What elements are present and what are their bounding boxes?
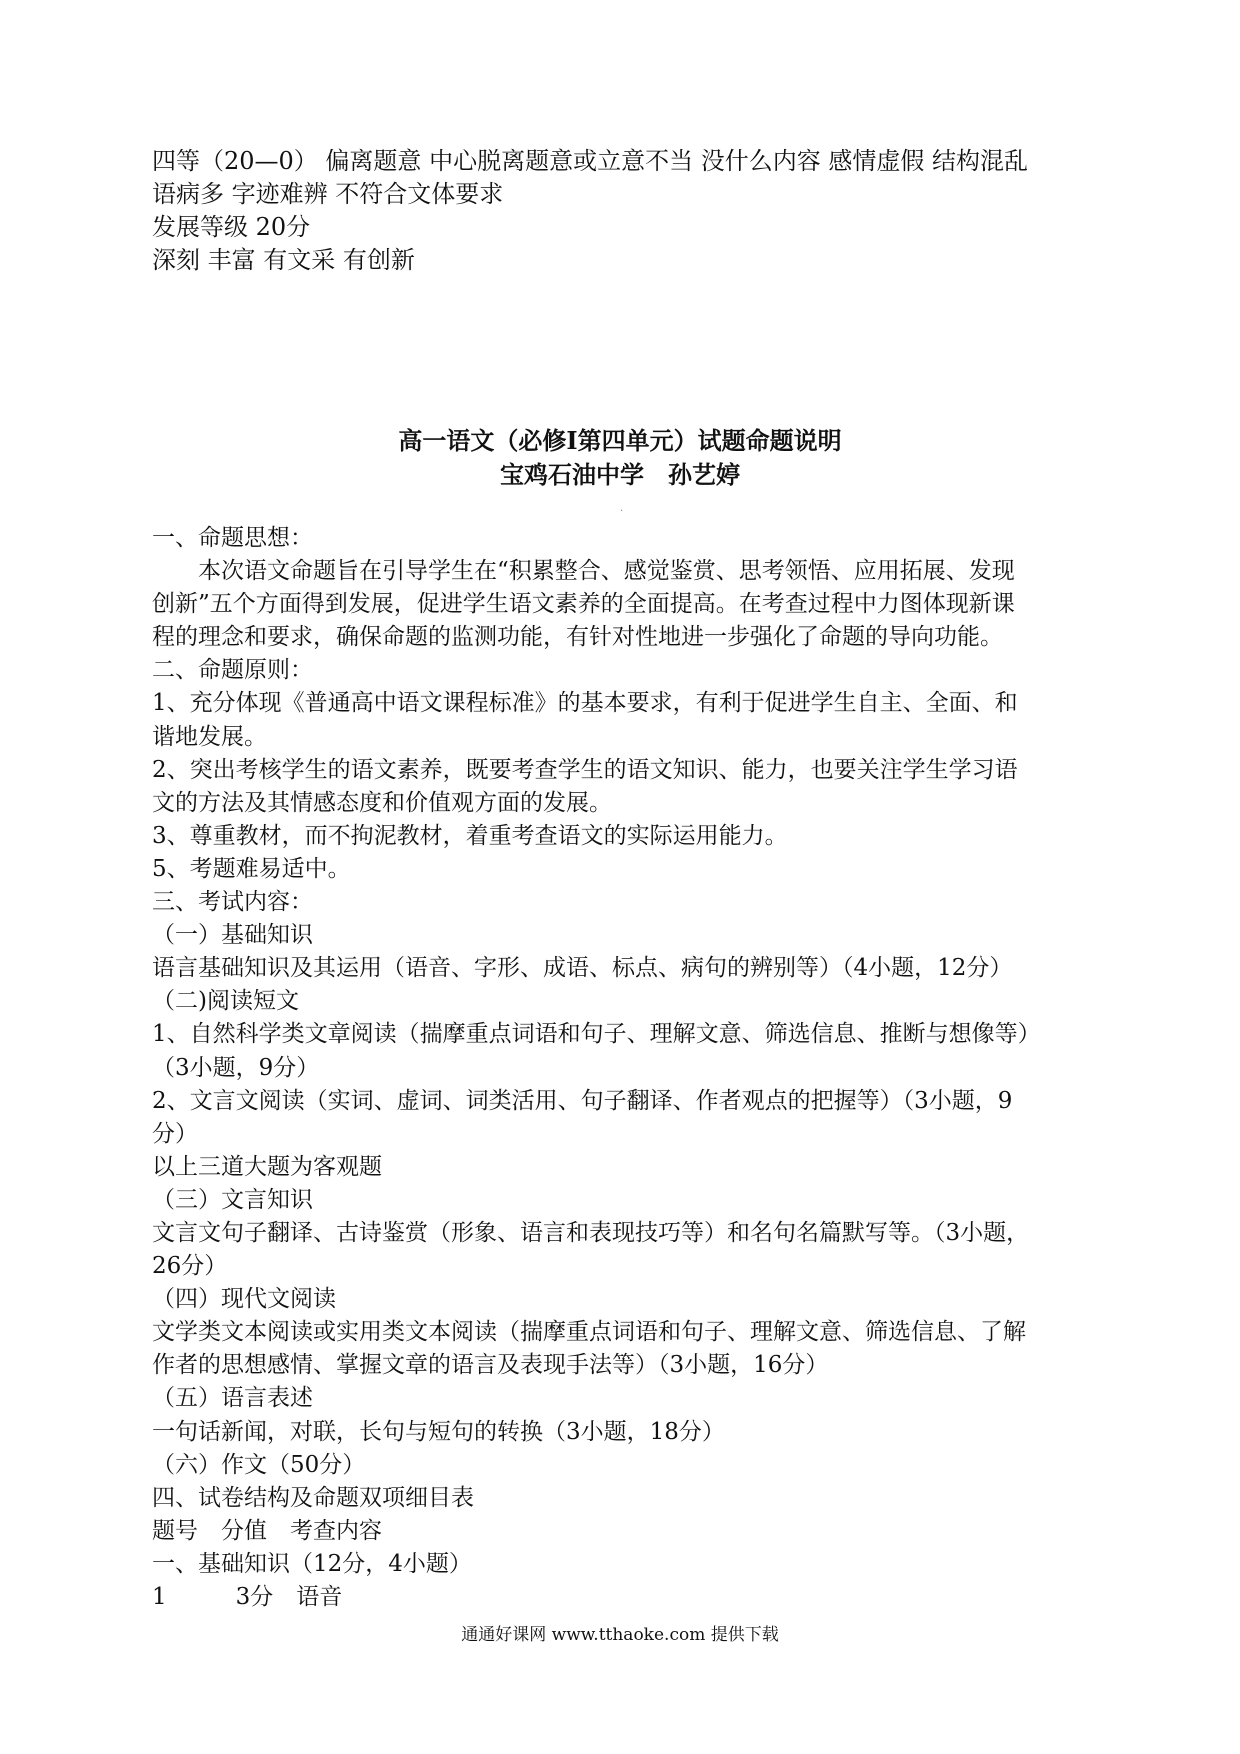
- paragraph-line: 一、基础知识（12分，4小题）: [152, 1550, 472, 1577]
- paragraph-line: 程的理念和要求，确保命题的监测功能，有针对性地进一步强化了命题的导向功能。: [152, 624, 1003, 651]
- text-line: 语病多 字迹难辨 不符合文体要求: [152, 180, 504, 208]
- table-row: 1 3分 语音: [152, 1584, 343, 1610]
- paragraph-line: 文言文句子翻译、古诗鉴赏（形象、语言和表现技巧等）和名句名篇默写等。（3小题，: [152, 1219, 1030, 1246]
- author-line: 宝鸡石油中学 孙艺婷: [500, 460, 740, 489]
- text-line: 深刻 丰富 有文采 有创新: [152, 246, 415, 274]
- subsection-heading: （六）作文（50分）: [152, 1451, 366, 1478]
- paragraph-line: 2、突出考核学生的语文素养，既要考查学生的语文知识、能力，也要关注学生学习语: [152, 756, 1018, 783]
- paragraph-line: 2、文言文阅读（实词、虚词、词类活用、句子翻译、作者观点的把握等）（3小题，9: [152, 1087, 1013, 1114]
- paragraph-line: 以上三道大题为客观题: [152, 1153, 382, 1180]
- document-heading: [0, 424, 1240, 492]
- paragraph-line: 语言基础知识及其运用（语音、字形、成语、标点、病句的辨别等）（4小题，12分）: [152, 955, 1013, 982]
- table-header-row: 题号 分值 考查内容: [152, 1517, 382, 1544]
- paragraph-line: 文学类文本阅读或实用类文本阅读（揣摩重点词语和句子、理解文意、筛选信息、了解: [152, 1319, 1026, 1346]
- subsection-heading: （一）基础知识: [152, 922, 313, 949]
- paragraph-line: 作者的思想感情、掌握文章的语言及表现手法等）（3小题，16分）: [152, 1352, 829, 1379]
- section-heading: 三、考试内容：: [152, 889, 313, 916]
- text-line: 四等（20—0） 偏离题意 中心脱离题意或立意不当 没什么内容 感情虚假 结构混乱: [152, 147, 1028, 175]
- paragraph-line: 1、自然科学类文章阅读（揣摩重点词语和句子、理解文意、筛选信息、推断与想像等）: [152, 1021, 1041, 1048]
- page-title: 高一语文（必修Ⅰ第四单元）试题命题说明: [398, 426, 842, 455]
- section-heading: 一、命题思想：: [152, 525, 313, 551]
- text-line: 发展等级 20分: [152, 213, 311, 241]
- subsection-heading: （三）文言知识: [152, 1186, 313, 1213]
- subsection-heading: （五）语言表述: [152, 1385, 313, 1412]
- paragraph-line: 1、充分体现《普通高中语文课程标准》的基本要求，有利于促进学生自主、全面、和: [152, 690, 1018, 717]
- subsection-heading: （四）现代文阅读: [152, 1286, 336, 1313]
- subsection-heading: （二)阅读短文: [152, 988, 299, 1015]
- paragraph-line: 3、尊重教材，而不拘泥教材，着重考查语文的实际运用能力。: [152, 822, 788, 849]
- paragraph-line: 本次语文命题旨在引导学生在“积累整合、感觉鉴赏、思考领悟、应用拓展、发现: [198, 558, 1015, 585]
- paragraph-line: （3小题，9分）: [152, 1054, 320, 1081]
- paragraph-line: 5、考题难易适中。: [152, 855, 351, 882]
- paragraph-line: 谐地发展。: [152, 723, 267, 750]
- paragraph-line: 文的方法及其情感态度和价值观方面的发展。: [152, 789, 612, 816]
- section-heading: 二、命题原则：: [152, 657, 313, 684]
- download-footer: 通通好课网 www.tthaoke.com 提供下载: [461, 1625, 779, 1645]
- section-heading: 四、试卷结构及命题双项细目表: [152, 1484, 474, 1511]
- document-body: [152, 522, 1102, 1614]
- paragraph-line: 分）: [152, 1120, 198, 1147]
- paragraph-line: 26分）: [152, 1253, 228, 1280]
- grading-criteria-continued: [152, 145, 1112, 277]
- paragraph-line: 创新”五个方面得到发展，促进学生语文素养的全面提高。在考查过程中力图体现新课: [152, 591, 1015, 618]
- paragraph-line: 一句话新闻，对联，长句与短句的转换（3小题，18分）: [152, 1418, 725, 1445]
- stray-mark: ·: [620, 506, 624, 517]
